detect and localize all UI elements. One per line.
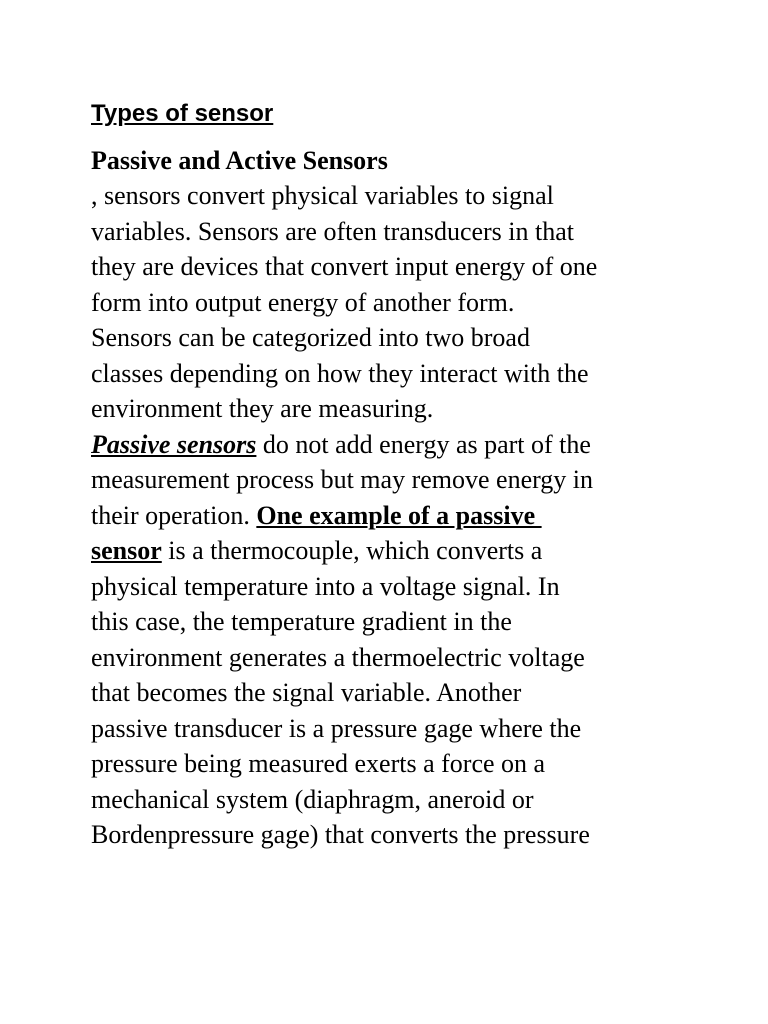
- text-fragment: is a thermocouple, which converts a: [161, 536, 543, 565]
- example-passive-sensor-part2: sensor: [91, 536, 162, 565]
- text-line: environment generates a thermoelectric voltage: [91, 642, 585, 672]
- text-fragment: their operation.: [91, 500, 257, 530]
- text-line: this case, the temperature gradient in the: [91, 607, 512, 636]
- text-line: Sensors can be categorized into two broad: [91, 323, 530, 352]
- text-line: physical temperature into a voltage signal. In: [91, 571, 560, 601]
- text-line: [91, 427, 691, 463]
- text-line: [91, 498, 691, 534]
- text-line: , sensors convert physical variables to signal: [91, 181, 554, 210]
- text-line: passive transducer is a pressure gage where the: [91, 713, 582, 743]
- text-line: environment they are measuring.: [91, 394, 434, 423]
- text-fragment: do not add energy as part of the: [256, 429, 591, 459]
- text-line: classes depending on how they interact with the: [91, 358, 589, 388]
- text-line: that becomes the signal variable. Another: [91, 678, 522, 707]
- document-page: [91, 96, 691, 853]
- text-line: variables. Sensors are often transducers in that: [91, 216, 575, 246]
- term-passive-sensors: Passive sensors: [91, 429, 257, 459]
- text-line: form into output energy of another form.: [91, 287, 515, 317]
- section-title: Passive and Active Sensors: [91, 146, 388, 175]
- paragraph-passive-sensors: [91, 427, 691, 853]
- text-line: [91, 533, 691, 569]
- text-line: they are devices that convert input energy of one: [91, 252, 598, 281]
- text-line: mechanical system (diaphragm, aneroid or: [91, 784, 534, 814]
- example-passive-sensor-part1: One example of a passive: [256, 500, 542, 530]
- document-heading: Types of sensor: [91, 100, 274, 127]
- paragraph-sensors-intro: [91, 178, 691, 427]
- text-line: pressure being measured exerts a force on a: [91, 749, 546, 778]
- text-line: Bordenpressure gage) that converts the pressure: [91, 820, 590, 849]
- text-line: measurement process but may remove energy in: [91, 465, 594, 494]
